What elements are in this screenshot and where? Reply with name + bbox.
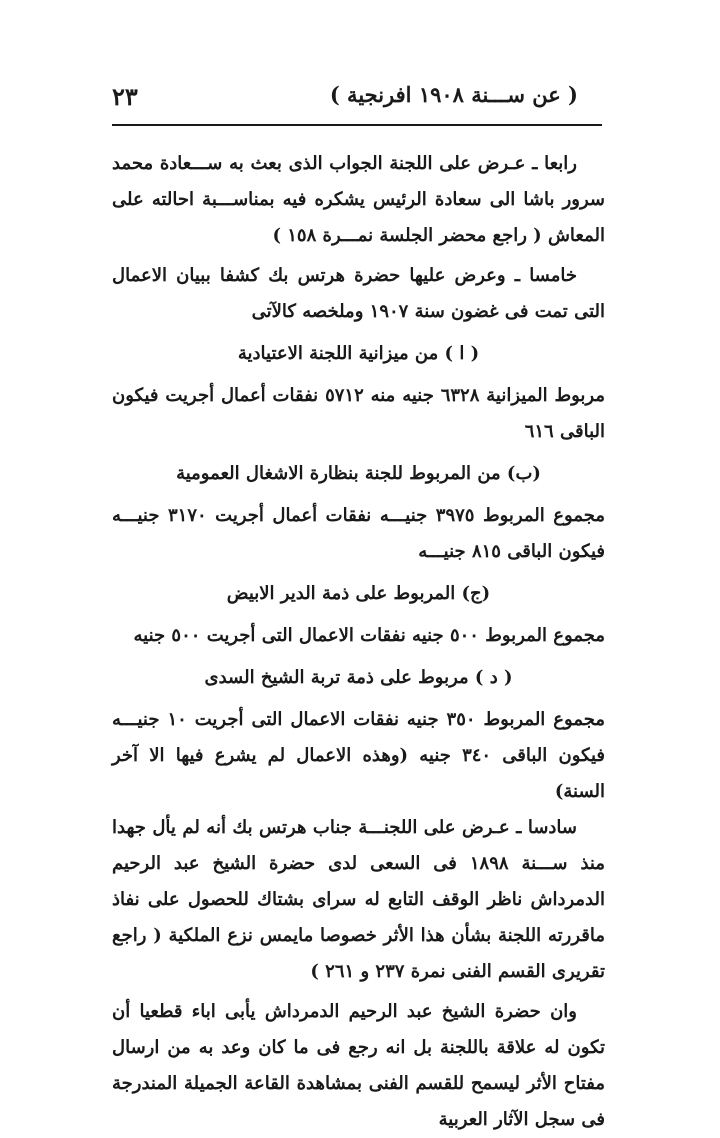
paragraph-fifth: خامسا ـ وعرض عليها حضرة هرتس بك كشفا ببيان الاعمال التى تمت فى غضون سنة ١٩٠٧ وملخصه كالآتى xyxy=(112,265,605,322)
budget-line-d: مجموع المربوط ٣٥٠ جنيه نفقات الاعمال التى أجريت ١٠ جنيـــه فيكون الباقى ٣٤٠ جنيه (وهذه الاعمال لم يشرع فيها الا آخر السنة) xyxy=(112,709,605,802)
subheading-b: (ب) من المربوط للجنة بنظارة الاشغال العمومية xyxy=(176,463,541,484)
budget-line-c: مجموع المربوط ٥٠٠ جنيه نفقات الاعمال التى أجريت ٥٠٠ جنيه xyxy=(133,625,605,646)
subheading-c: (ج) المربوط على ذمة الدير الابيض xyxy=(226,583,491,604)
header-rule xyxy=(112,124,602,126)
paragraph-fourth: رابعا ـ عـرض على اللجنة الجواب الذى بعث به ســـعادة محمد سرور باشا الى سعادة الرئيس يشكره فيه بمناســـبة احالته على المعاش ( راجع محضر الجلسة نمـــرة ١٥٨ ) xyxy=(112,153,605,246)
budget-line-a: مربوط الميزانية ٦٣٢٨ جنيه منه ٥٧١٢ نفقات أعمال أجريت فيكون الباقى ٦١٦ xyxy=(112,385,605,442)
budget-line-b: مجموع المربوط ٣٩٧٥ جنيـــه نفقات أعمال أجريت ٣١٧٠ جنيـــه فيكون الباقى ٨١٥ جنيـــه xyxy=(112,505,605,562)
running-title: ( عن ســـنة ١٩٠٨ افرنجية ) xyxy=(329,82,578,107)
page-body xyxy=(112,146,605,1138)
paragraph-sixth: سادسا ـ عـرض على اللجنـــة جناب هرتس بك أنه لم يأل جهدا منذ ســـنة ١٨٩٨ فى السعى لدى حضرة الشيخ عبد الرحيم الدمرداش ناظر الوقف التابع له سراى بشتاك للحصول على نفاذ ماقررته اللجنة بشأن هذا الأثر خصوصا مايمس نزع الملكية ( راجع تقريرى القسم الفنى نمرة ٢٣٧ و ٢٦١ ) xyxy=(112,817,605,982)
paragraph-seventh: وان حضرة الشيخ عبد الرحيم الدمرداش يأبى اباء قطعيا أن تكون له علاقة باللجنة بل انه رجع فى ما كان وعد به من ارسال مفتاح الأثر ليسمح للقسم الفنى بمشاهدة القاعة الجميلة المندرجة فى سجل الآثار العربية xyxy=(112,1001,605,1130)
subheading-d: ( د ) مربوط على ذمة تربة الشيخ السدى xyxy=(204,667,513,688)
subheading-a: ( ا ) من ميزانية اللجنة الاعتيادية xyxy=(237,343,480,364)
page-number: ٢٣ xyxy=(112,82,138,111)
page-header xyxy=(112,82,602,122)
